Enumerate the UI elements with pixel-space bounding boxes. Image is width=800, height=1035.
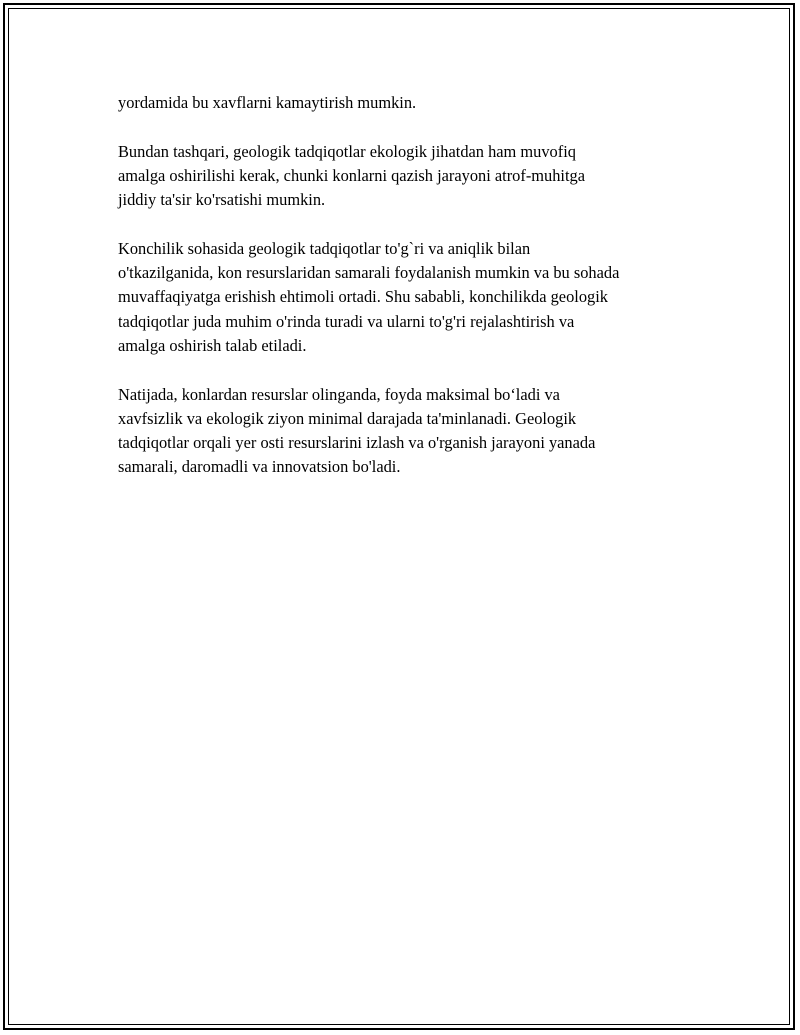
- paragraph-1: [118, 91, 698, 115]
- text-line: samarali, daromadli va innovatsion bo'ladi.: [118, 457, 401, 477]
- text-line: Bundan tashqari, geologik tadqiqotlar ekologik jihatdan ham muvofiq: [118, 141, 576, 161]
- text-line: amalga oshirish talab etiladi.: [118, 335, 307, 355]
- paragraph-3: [118, 237, 698, 358]
- text-line: yordamida bu xavflarni kamaytirish mumkin.: [118, 93, 417, 112]
- document-body: [118, 91, 698, 504]
- text-line: Konchilik sohasida geologik tadqiqotlar to'g`ri va aniqlik bilan: [118, 238, 531, 258]
- text-line: tadqiqotlar orqali yer osti resurslarini izlash va o'rganish jarayoni yanada: [118, 433, 596, 453]
- paragraph-4: [118, 383, 698, 480]
- text-line: jiddiy ta'sir ko'rsatishi mumkin.: [118, 190, 326, 210]
- text-line: amalga oshirilishi kerak, chunki konlarni qazish jarayoni atrof-muhitga: [118, 165, 585, 185]
- paragraph-2: [118, 140, 698, 213]
- text-line: Natijada, konlardan resurslar olinganda, foyda maksimal bo‘ladi va: [118, 384, 560, 404]
- text-line: tadqiqotlar juda muhim o'rinda turadi va ularni to'g'ri rejalashtirish va: [118, 311, 575, 331]
- text-line: xavfsizlik va ekologik ziyon minimal darajada ta'minlanadi. Geologik: [118, 408, 577, 428]
- text-line: muvaffaqiyatga erishish ehtimoli ortadi. Shu sababli, konchilikda geologik: [118, 287, 608, 307]
- text-line: o'tkazilganida, kon resurslaridan samarali foydalanish mumkin va bu sohada: [118, 263, 620, 283]
